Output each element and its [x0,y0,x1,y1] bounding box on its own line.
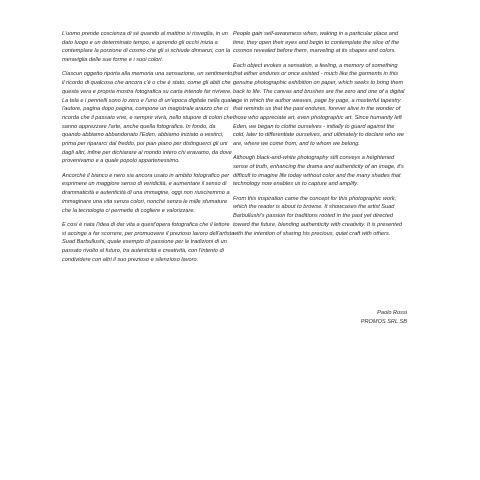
paragraph: People gain self-awareness when, waking in a particular place and time, they open their eyes and begin to contemplate the slice of the cosmos revealed before them, marveling at its shapes and colors. [233,31,400,55]
signature-block [233,309,407,326]
english-text-column [233,30,406,244]
paragraph: E così è nata l'idea di dar vita a quest'opera fotografica che il lettore si accinge a far scorrere, per promuovere il prezioso lavoro dell'artista Suad Barbullushi, quale esempio di passione per le tradizioni di un passato rivolto al futuro, tra autenticità e creatività, con l'intento di condividere con altri il suo prezioso e silenzioso lavoro. [62,221,235,263]
signature-name: Paolo Rossi [377,310,407,316]
signature-company: PROMOS SRL SB [360,318,407,325]
paragraph: From this inspiration came the concept for this photographic work, which the reader is about to browse. It showcases the artist Suad Barbullushi's passion for traditions rooted in the past yet directed toward the future, blending authenticity with creativity. It is presented with the intention of sharing his precious, quiet craft with others. [233,195,403,237]
italian-text-column [62,30,235,270]
paragraph: L'uomo prende coscienza di sé quando al mattino si risveglia, in un dato luogo e un determinato tempo, e aprendo gli occhi inizia a contemplare la porzione di cosmo che gli si schiude dinnanzi, con la meraviglia delle sue forme e i suoi colori. [62,31,231,64]
paragraph: Although black-and-white photography still conveys a heightened sense of truth, enhancing the drama and authenticity of an image, it's difficult to imagine life today without color and the many shades that technology now enables us to capture and amplify. [233,155,404,188]
paragraph: Ciascun oggetto riporta alla memoria una sensazione, un sentimento, il ricordo di qualcosa che ancora c'è o che è stato, come gli abiti che questa vera e propria mostra fotografica su carta intende far rivivere. La tela e i pennelli sono lo zero e l'uno di un'epoca digitale nella quale l'autore, pagina dopo pagina, compone un magistrale arazzo che ci ricorda che il passato vive, e sempre vivrà, nello stupore di colori che sanno apprezzare l'arte, anche quella fotografica. In fondo, da quando abbiamo abbandonato l'Eden, abbiamo iniziato a vestirci, prima per ripararci dal freddo, poi pian piano per distinguerci gli uni dagli altri, infine per dichiarare al mondo intero chi eravamo, da dove provenivamo e a quale popolo appartenessimo. [62,71,235,165]
paragraph: Ancorché il bianco e nero sia ancora usato in ambito fotografico per esprimere un maggiore senso di veridicità, e aumentare il senso di drammaticità e autenticità di una immagine, oggi non riusciremmo a immaginare una vita senza colori, nonché senza le mille sfumature che la tecnologia ci permette di cogliere e valorizzare. [62,172,230,214]
paragraph: Each object evokes a sensation, a feeling, a memory of something that either endures or once existed - much like the garments in this genuine photographic exhibition on paper, which seeks to bring them back to life. The canvas and brushes are the zero and one of a digital age in which the author weaves, page by page, a masterful tapestry that reminds us that the past endures, forever alive in the wonder of those who appreciate art, even photographic art. Since humanity left Eden, we began to clothe ourselves - initially to guard against the cold, later to differentiate ourselves, and ultimately to declare who we are, where we come from, and to whom we belong. [233,62,405,148]
